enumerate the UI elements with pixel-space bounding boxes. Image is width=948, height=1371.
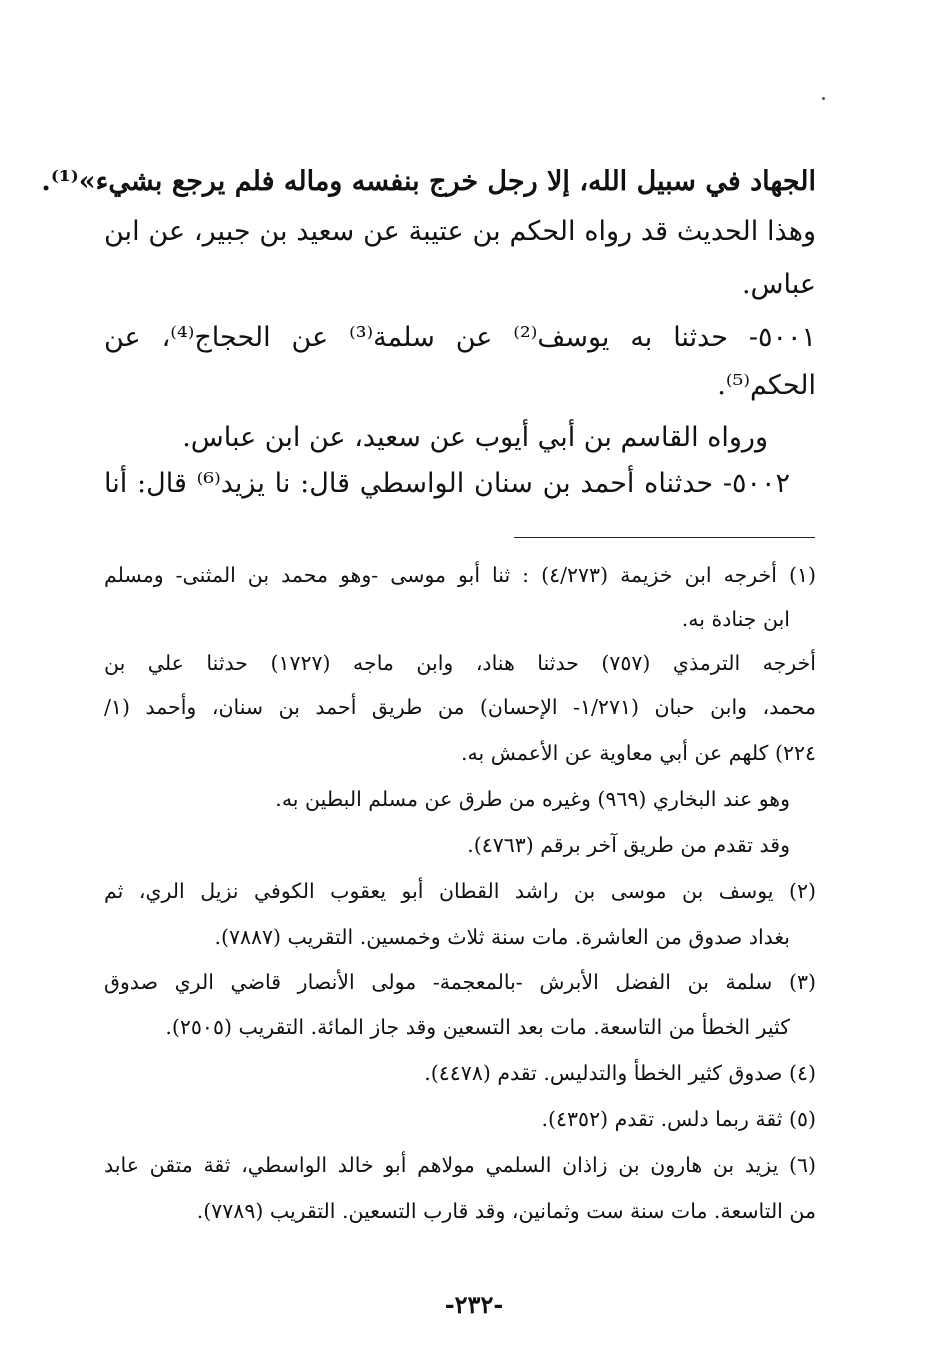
main-text-line-6: ورواه القاسم بن أبي أيوب عن سعيد، عن ابن عباس. (182, 422, 768, 453)
footnote-1-line-7: وقد تقدم من طريق آخر برقم (٤٧٦٣). (467, 833, 790, 857)
footnote-6-line-1: (٦) يزيد بن هارون بن زاذان السلمي مولاهم أبو خالد الواسطي، ثقة متقن عابد (104, 1153, 816, 1177)
main-text-line-1: الجهاد في سبيل الله، إلا رجل خرج بنفسه وماله فلم يرجع بشيء»⁽¹⁾. (41, 166, 816, 197)
hadith-5002-line-1: ٥٠٠٢- حدثناه أحمد بن سنان الواسطي قال: نا يزيد⁽⁶⁾ قال: أنا (104, 468, 790, 499)
footnote-6-line-2: من التاسعة. مات سنة ست وثمانين، وقد قارب التسعين. التقريب (٧٧٨٩). (196, 1199, 816, 1223)
footnote-4: (٤) صدوق كثير الخطأ والتدليس. تقدم (٤٤٧٨). (424, 1061, 816, 1085)
page-number: -٢٣٢- (444, 1290, 504, 1319)
footnote-1-line-6: وهو عند البخاري (٩٦٩) وغيره من طرق عن مسلم البطين به. (275, 787, 790, 811)
scan-speck (822, 97, 825, 100)
footnote-5: (٥) ثقة ربما دلس. تقدم (٤٣٥٢). (541, 1107, 816, 1131)
footnote-2-line-2: بغداد صدوق من العاشرة. مات سنة ثلاث وخمسين. التقريب (٧٨٨٧). (214, 925, 790, 949)
footnote-1-line-4: محمد، وابن حبان (١/٢٧١- الإحسان) من طريق أحمد بن سنان، وأحمد (١/ (104, 695, 816, 719)
footnote-separator (514, 537, 815, 538)
hadith-5001-line-2: الحكم⁽⁵⁾. (717, 370, 816, 401)
footnote-2-line-1: (٢) يوسف بن موسى بن راشد القطان أبو يعقوب الكوفي نزيل الري، ثم (104, 879, 816, 903)
footnote-1-line-3: أخرجه الترمذي (٧٥٧) حدثنا هناد، وابن ماجه (١٧٢٧) حدثنا علي بن (104, 651, 816, 675)
main-text-line-2: وهذا الحديث قد رواه الحكم بن عتيبة عن سعيد بن جبير، عن ابن (104, 216, 816, 247)
footnote-1-line-2: ابن جنادة به. (681, 607, 790, 631)
footnote-1-line-1: (١) أخرجه ابن خزيمة (٤/٢٧٣) : ثنا أبو موسى -وهو محمد بن المثنى- ومسلم (104, 563, 816, 587)
main-text-line-3: عباس. (741, 269, 816, 300)
footnote-3-line-2: كثير الخطأ من التاسعة. مات بعد التسعين وقد جاز المائة. التقريب (٢٥٠٥). (165, 1015, 790, 1039)
footnote-1-line-5: ٢٢٤) كلهم عن أبي معاوية عن الأعمش به. (461, 741, 816, 765)
hadith-5001-line-1: ٥٠٠١- حدثنا به يوسف⁽²⁾ عن سلمة⁽³⁾ عن الحجاج⁽⁴⁾، عن (104, 322, 816, 353)
footnote-3-line-1: (٣) سلمة بن الفضل الأبرش -بالمعجمة- مولى الأنصار قاضي الري صدوق (104, 970, 816, 994)
